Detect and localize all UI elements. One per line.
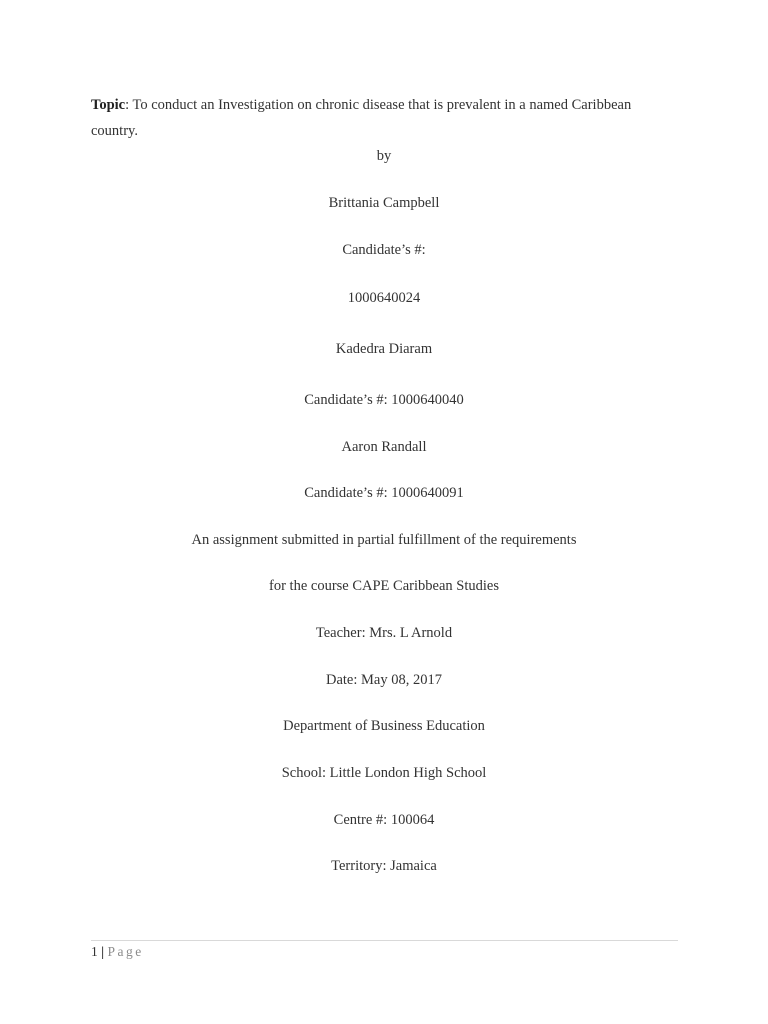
author1-candidate-number: 1000640024 bbox=[347, 290, 421, 306]
author2-candidate: Candidate’s #: 1000640040 bbox=[304, 392, 464, 408]
footer-page-label: Page bbox=[107, 944, 144, 959]
author3-candidate: Candidate’s #: 1000640091 bbox=[304, 485, 464, 501]
author2-name: Kadedra Diaram bbox=[335, 341, 433, 357]
school-line: School: Little London High School bbox=[281, 765, 487, 781]
author3-name: Aaron Randall bbox=[341, 439, 427, 455]
topic-paragraph bbox=[91, 92, 681, 144]
footer-divider bbox=[91, 940, 678, 941]
page-footer bbox=[91, 943, 144, 961]
territory-line: Territory: Jamaica bbox=[331, 858, 437, 874]
department-line: Department of Business Education bbox=[283, 718, 485, 734]
submission-line-2: for the course CAPE Caribbean Studies bbox=[269, 578, 499, 594]
footer-separator: | bbox=[101, 944, 105, 959]
date-line: Date: May 08, 2017 bbox=[326, 672, 442, 688]
author1-name: Brittania Campbell bbox=[328, 195, 440, 211]
teacher-line: Teacher: Mrs. L Arnold bbox=[315, 625, 453, 641]
topic-label: Topic bbox=[91, 97, 126, 113]
by-line: by bbox=[376, 148, 392, 164]
author1-candidate-label: Candidate’s #: bbox=[342, 242, 426, 258]
submission-line-1: An assignment submitted in partial fulfillment of the requirements bbox=[191, 532, 577, 548]
centre-line: Centre #: 100064 bbox=[333, 812, 435, 828]
footer-page-number: 1 bbox=[91, 944, 98, 959]
topic-text: : To conduct an Investigation on chronic disease that is prevalent in a named Caribbean country. bbox=[91, 97, 632, 139]
